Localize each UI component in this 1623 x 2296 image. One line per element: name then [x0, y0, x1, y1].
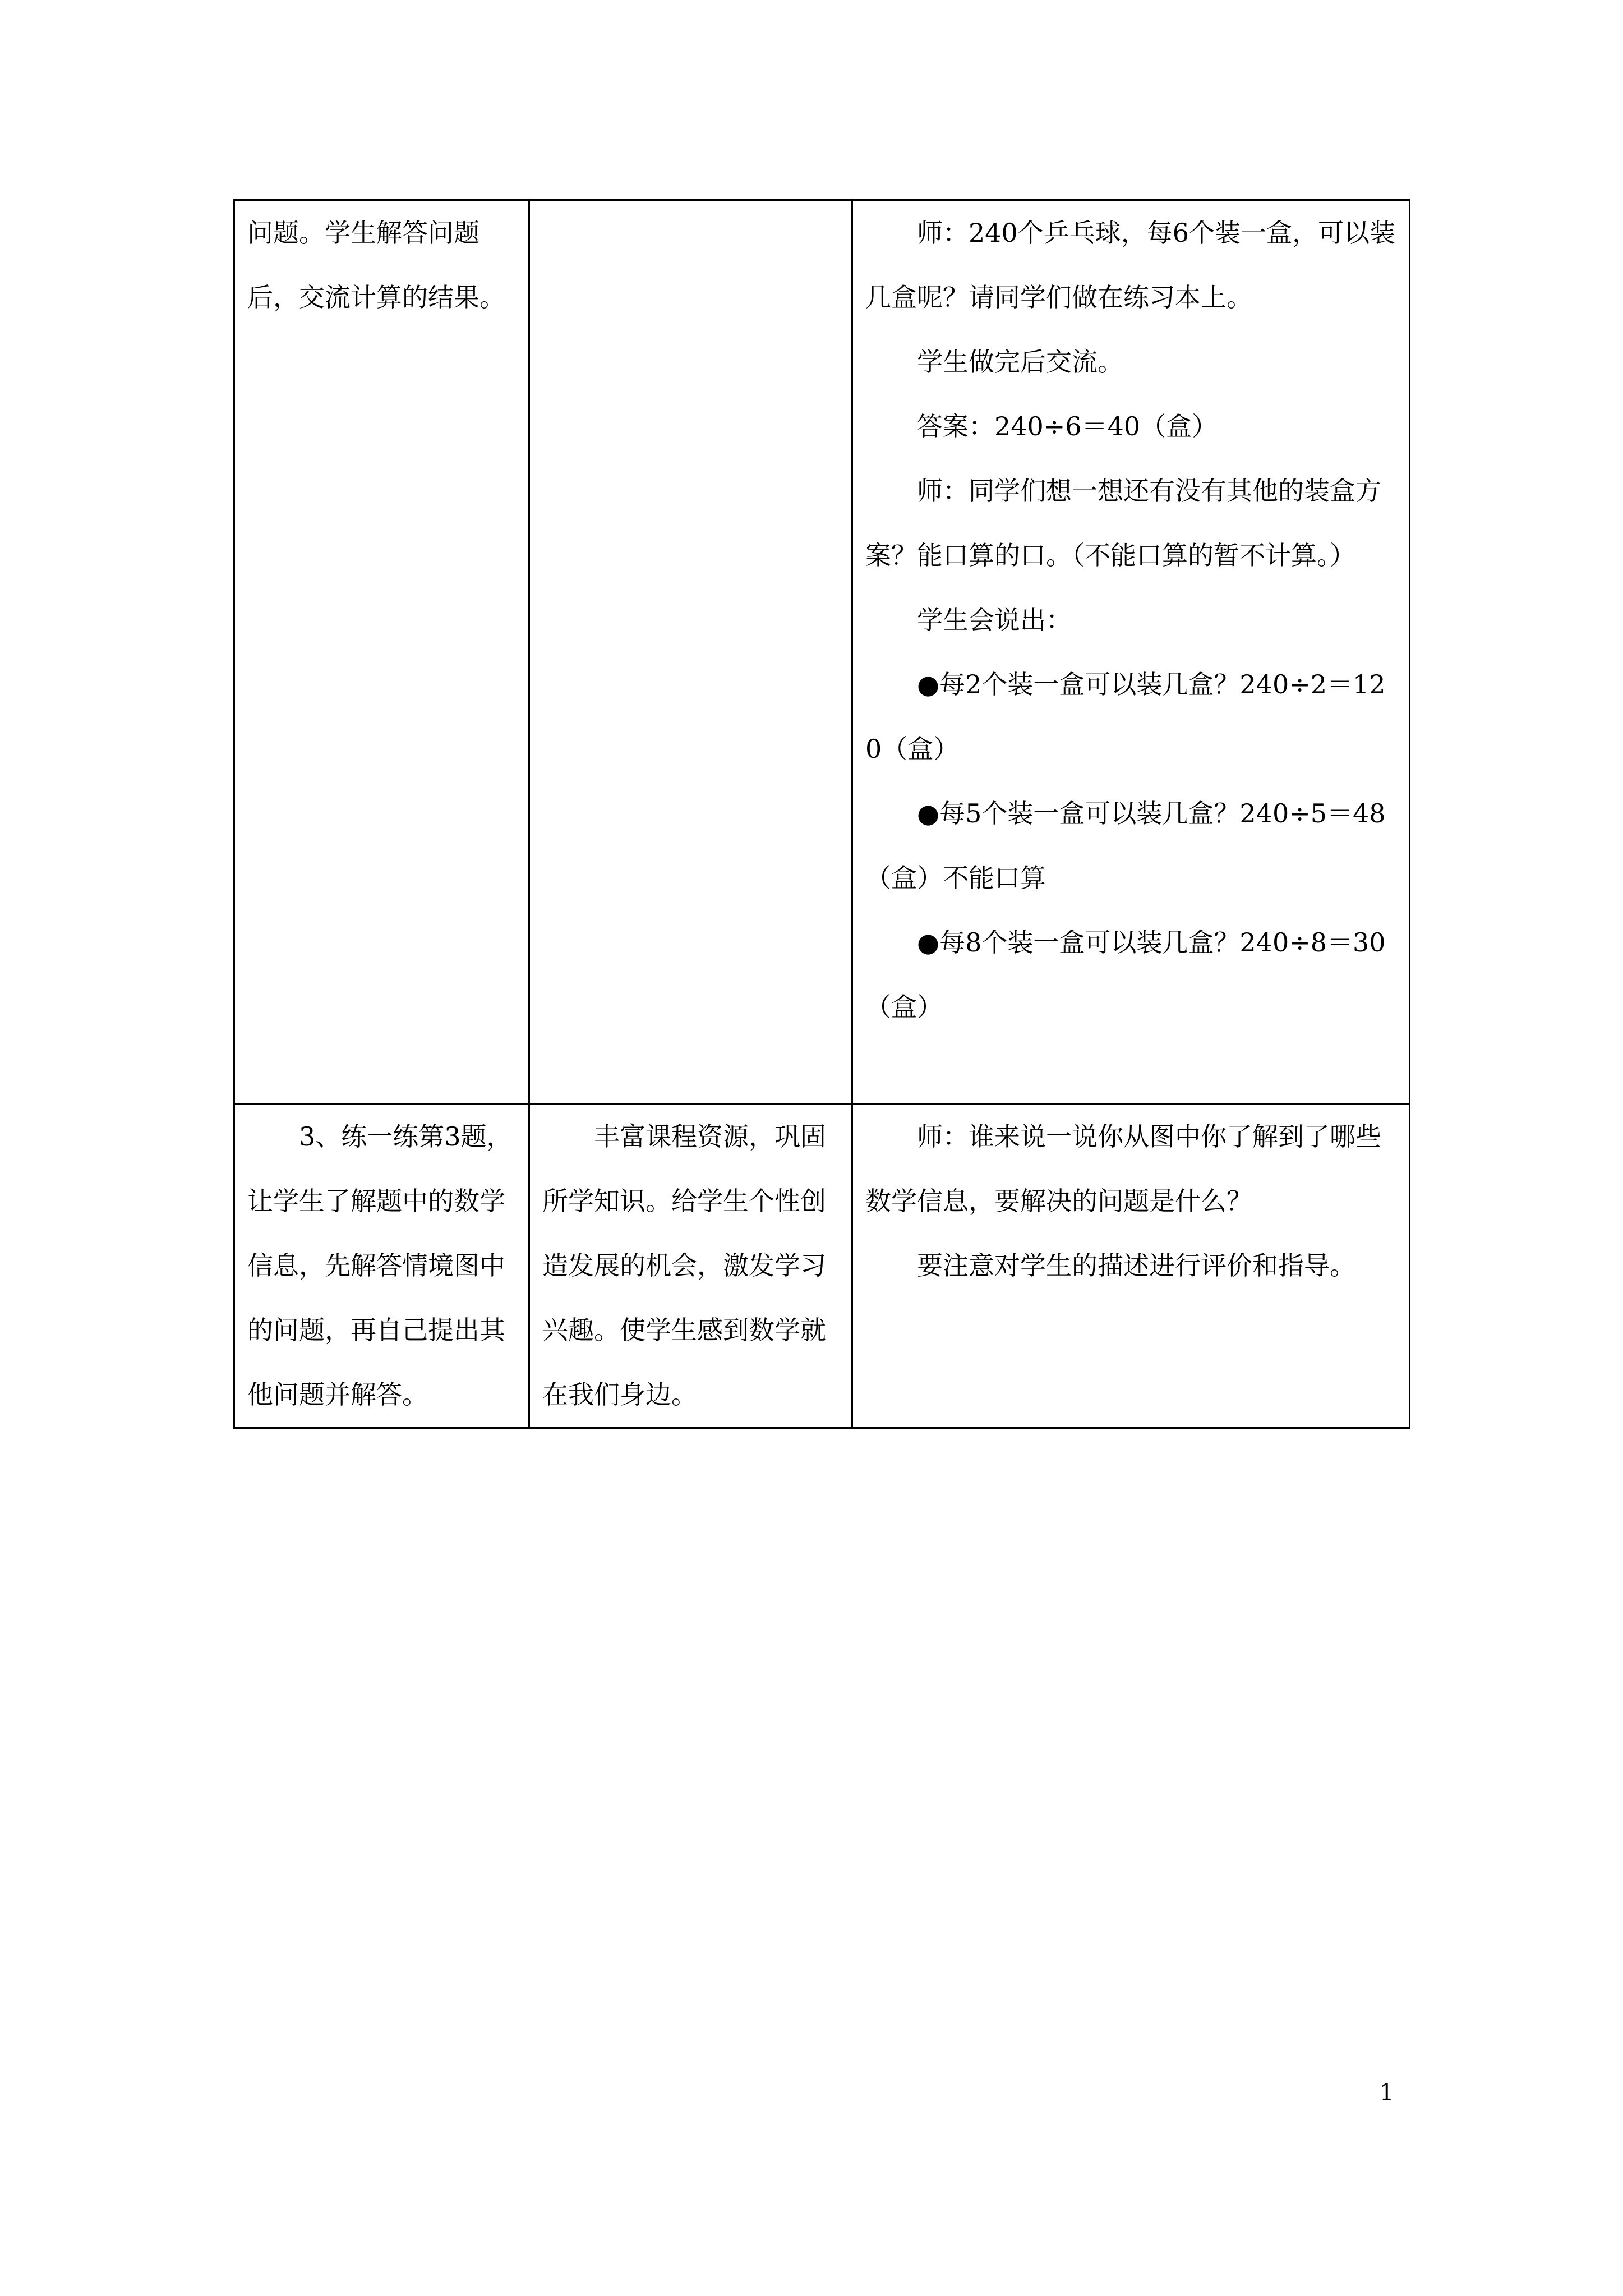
- cell-paragraph: 3、练一练第3题，让学生了解题中的数学信息，先解答情境图中的问题，再自己提出其他问题并解答。: [247, 1121, 513, 1410]
- cell-paragraph: 要注意对学生的描述进行评价和指导。: [917, 1250, 1355, 1281]
- cell-paragraph: 学生会说出：: [917, 605, 1072, 635]
- page-number: 1: [1380, 2079, 1394, 2105]
- cell-paragraph: 师：谁来说一说你从图中你了解到了哪些数学信息，要解决的问题是什么？: [865, 1121, 1381, 1216]
- cell-paragraph: 师：同学们想一想还有没有其他的装盒方案？能口算的口。（不能口算的暂不计算。）: [865, 476, 1381, 570]
- table-cell: [852, 200, 1410, 1104]
- cell-paragraph: 师：240个乒乓球，每6个装一盒，可以装几盒呢？请同学们做在练习本上。: [865, 218, 1396, 312]
- cell-paragraph: ●每8个装一盒可以装几盒？240÷8＝30（盒）: [865, 927, 1386, 1022]
- cell-paragraph: 学生做完后交流。: [917, 347, 1123, 377]
- table-cell-empty: [529, 200, 852, 1104]
- table-cell: [529, 1104, 852, 1428]
- cell-paragraph: 答案：240÷6＝40（盒）: [917, 411, 1218, 441]
- cell-paragraph: 丰富课程资源，巩固所学知识。给学生个性创造发展的机会，激发学习兴趣。使学生感到数学就在我们身边。: [542, 1121, 826, 1410]
- cell-paragraph: 问题。学生解答问题后，交流计算的结果。: [247, 218, 505, 312]
- lesson-plan-table: [233, 199, 1410, 1429]
- cell-paragraph: ●每2个装一盒可以装几盒？240÷2＝120（盒）: [865, 669, 1386, 764]
- cell-paragraph: ●每5个装一盒可以装几盒？240÷5＝48（盒）不能口算: [865, 798, 1386, 893]
- table-cell: [234, 200, 529, 1104]
- table-row: [234, 200, 1410, 1104]
- table-cell: [234, 1104, 529, 1428]
- table-cell: [852, 1104, 1410, 1428]
- table-row: [234, 1104, 1410, 1428]
